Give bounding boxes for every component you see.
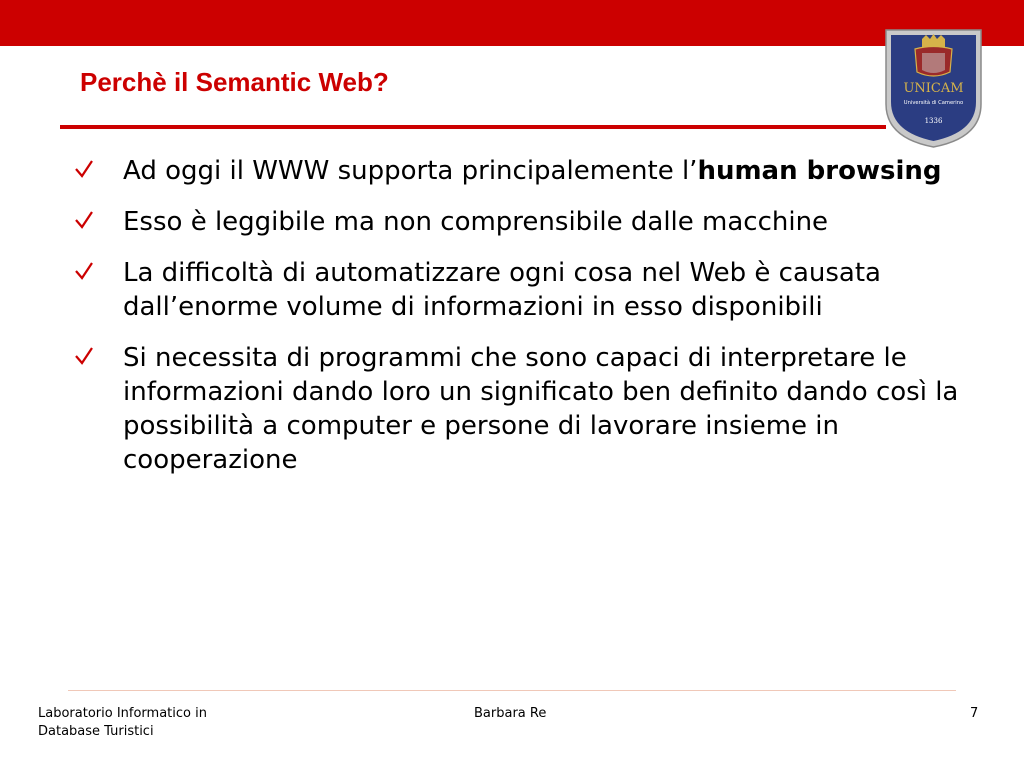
bullet-item bbox=[72, 205, 972, 239]
slide-title: Perchè il Semantic Web? bbox=[80, 67, 389, 97]
bullet-text: Esso è leggibile ma non comprensibile dalle macchine bbox=[123, 207, 829, 237]
bullet-bold-text: human browsing bbox=[697, 156, 942, 186]
footer-rule bbox=[68, 690, 956, 691]
checkmark-icon bbox=[72, 256, 98, 290]
bullet-text: Ad oggi il WWW supporta principalemente l’ bbox=[123, 156, 698, 186]
footer-course: Laboratorio Informatico in Database Turistici bbox=[38, 706, 207, 739]
checkmark-icon bbox=[72, 341, 98, 375]
bullet-item bbox=[72, 256, 972, 324]
bullet-text: La difficoltà di automatizzare ogni cosa nel Web è causata dall’enorme volume di informazioni in esso disponibili bbox=[123, 258, 881, 322]
checkmark-icon bbox=[72, 154, 98, 188]
checkmark-icon bbox=[72, 205, 98, 239]
bullet-item bbox=[72, 154, 972, 188]
logo-year: 1336 bbox=[924, 117, 943, 125]
crown-icon bbox=[922, 39, 945, 47]
bullet-item bbox=[72, 341, 972, 477]
bullet-list bbox=[72, 154, 972, 494]
logo-subtitle: Università di Camerino bbox=[903, 100, 964, 106]
page-number: 7 bbox=[970, 706, 979, 721]
bullet-text: Si necessita di programmi che sono capaci di interpretare le informazioni dando loro un significato ben definito dando così la possibilità a computer e persone di lavorare insieme in cooperazione bbox=[123, 343, 959, 475]
unicam-logo bbox=[882, 26, 985, 150]
logo-name: UNICAM bbox=[903, 81, 964, 96]
title-underline bbox=[60, 125, 886, 129]
footer-author: Barbara Re bbox=[474, 706, 547, 721]
top-red-bar bbox=[0, 0, 1024, 46]
